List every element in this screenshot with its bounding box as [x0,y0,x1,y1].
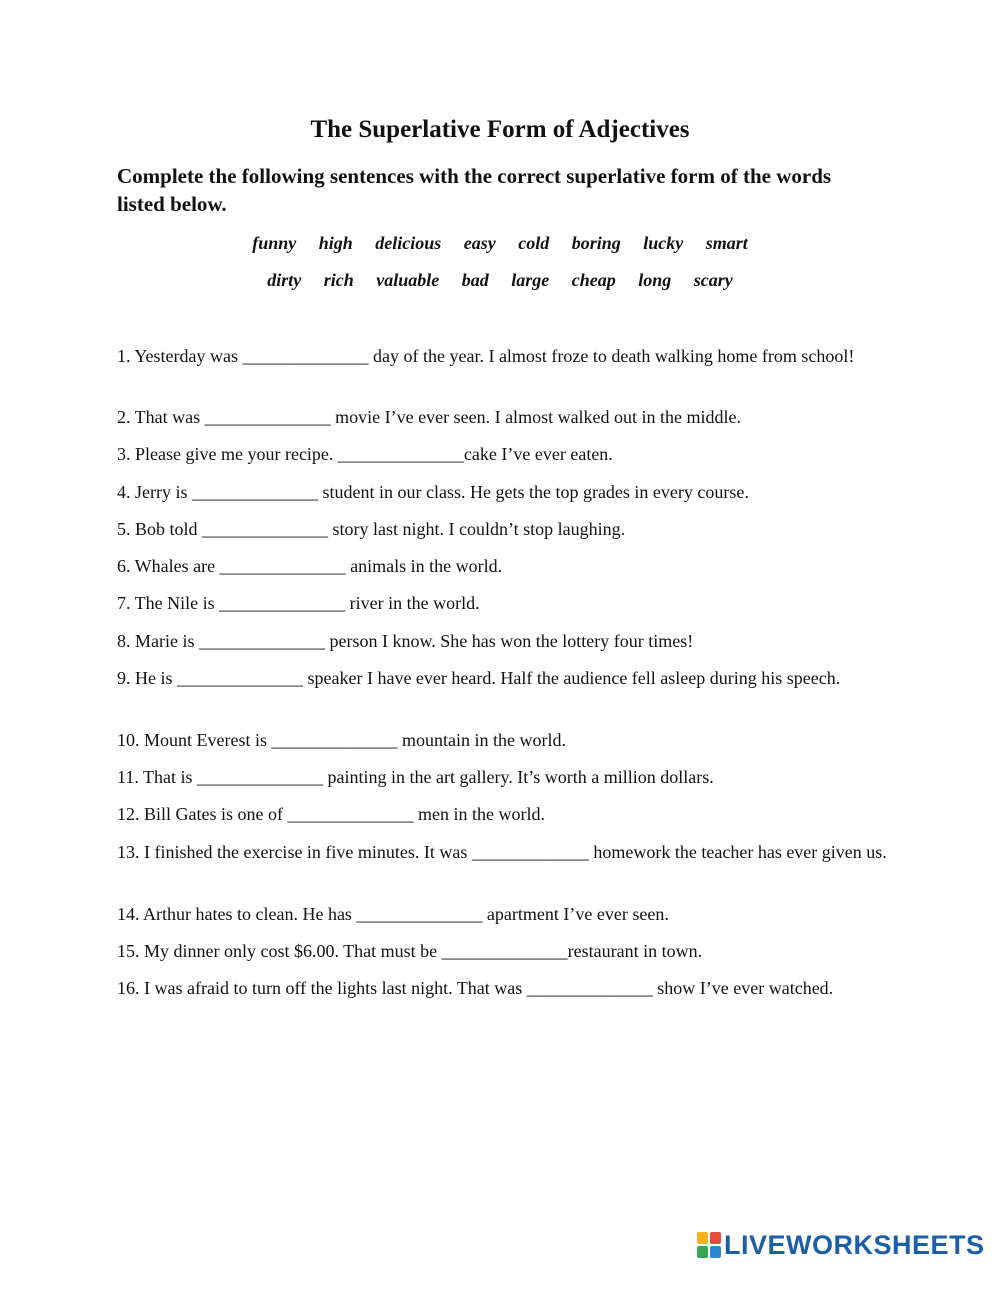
word-bank-item: cheap [571,270,616,290]
sentence-14: 14. Arthur hates to clean. He has ______________ apartment I’ve ever seen. [117,904,669,924]
word-bank-item: rich [323,270,354,290]
sentence-1: 1. Yesterday was ______________ day of the year. I almost froze to death walking home from school! [117,346,855,366]
word-bank-item: lucky [643,233,684,253]
sentence-8: 8. Marie is ______________ person I know. She has won the lottery four times! [117,631,694,651]
word-bank-item: boring [571,233,621,253]
sentence-7: 7. The Nile is ______________ river in the world. [117,593,480,613]
word-bank-item: bad [461,270,489,290]
word-bank-row-2 [0,270,1000,291]
word-bank-item: valuable [376,270,440,290]
liveworksheets-logo [697,1230,997,1260]
word-bank-item: funny [252,233,297,253]
liveworksheets-wordmark: LIVEWORKSHEETS [724,1229,985,1260]
sentence-6: 6. Whales are ______________ animals in the world. [117,556,503,576]
worksheet-instruction: Complete the following sentences with the correct superlative form of the words listed below. [117,164,832,216]
logo-square [710,1246,721,1258]
word-bank-item: easy [463,233,496,253]
sentence-5: 5. Bob told ______________ story last night. I couldn’t stop laughing. [117,519,626,539]
word-bank-item: scary [693,270,733,290]
word-bank-item: cold [518,233,550,253]
word-bank-item: delicious [375,233,442,253]
word-bank-item: long [638,270,672,290]
word-bank-item: high [318,233,353,253]
word-bank-item: smart [705,233,748,253]
sentence-9: 9. He is ______________ speaker I have ever heard. Half the audience fell asleep during his speech. [117,668,841,688]
sentence-10: 10. Mount Everest is ______________ mountain in the world. [117,730,566,750]
word-bank-item: large [511,270,550,290]
logo-square [697,1232,708,1244]
sentence-16: 16. I was afraid to turn off the lights last night. That was ______________ show I’ve ever watched. [117,978,834,998]
word-bank-row-1 [0,233,1000,254]
sentence-4: 4. Jerry is ______________ student in our class. He gets the top grades in every course. [117,482,749,502]
worksheet-title: The Superlative Form of Adjectives [310,116,690,143]
sentence-11: 11. That is ______________ painting in the art gallery. It’s worth a million dollars. [117,767,714,787]
logo-square [697,1246,708,1258]
logo-square [710,1232,721,1244]
sentence-13: 13. I finished the exercise in five minutes. It was _____________ homework the teacher has ever given us. [117,842,887,862]
word-bank-item: dirty [267,270,302,290]
liveworksheets-logo-icon [697,1232,721,1258]
sentence-15: 15. My dinner only cost $6.00. That must be ______________restaurant in town. [117,941,703,961]
sentence-3: 3. Please give me your recipe. ______________cake I’ve ever eaten. [117,444,613,464]
sentence-2: 2. That was ______________ movie I’ve ever seen. I almost walked out in the middle. [117,407,742,427]
sentence-12: 12. Bill Gates is one of ______________ men in the world. [117,804,545,824]
